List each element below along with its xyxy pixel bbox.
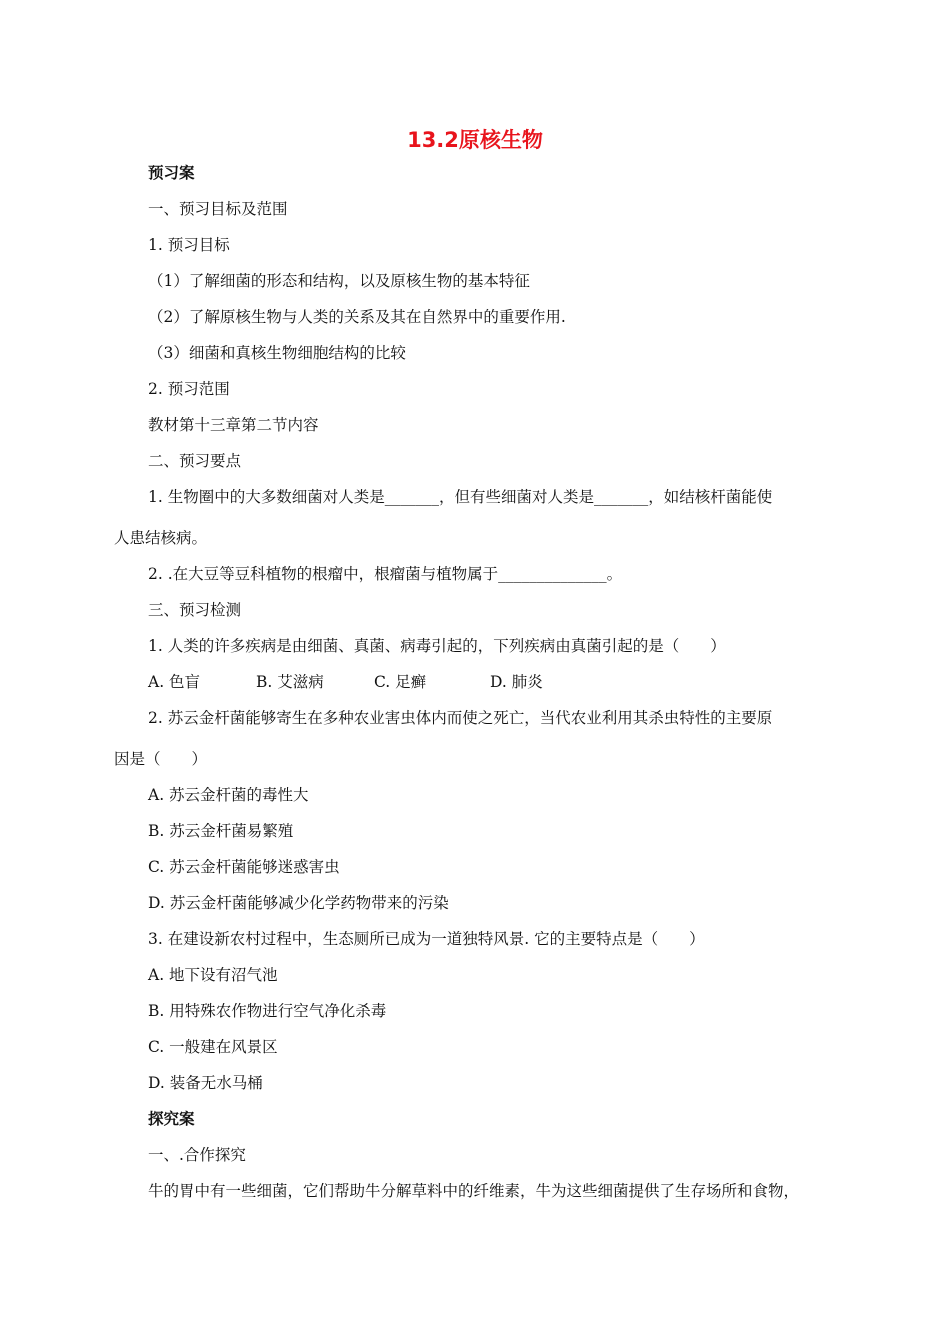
goal-item-3: （3）细菌和真核生物细胞结构的比较 (148, 344, 406, 362)
goal-item-2: （2）了解原核生物与人类的关系及其在自然界中的重要作用. (148, 308, 566, 326)
q3-option-a: A. 地下设有沼气池 (148, 966, 278, 984)
question-1-options (148, 672, 543, 692)
key-point-1-line-2: 人患结核病。 (114, 529, 208, 547)
q1-option-c: C. 足癣 (374, 673, 427, 691)
heading-key-points: 二、预习要点 (148, 452, 242, 470)
inquiry-text: 牛的胃中有一些细菌，它们帮助牛分解草料中的纤维素，牛为这些细菌提供了生存场所和食物， (148, 1182, 800, 1200)
q2-option-c: C. 苏云金杆菌能够迷惑害虫 (148, 858, 340, 876)
q1-option-a: A. 色盲 (148, 673, 201, 691)
subheading-goals: 1. 预习目标 (148, 236, 230, 254)
q1-option-d: D. 肺炎 (490, 673, 543, 691)
section-heading-preview: 预习案 (148, 164, 195, 182)
page-title: 13.2原核生物 (407, 128, 543, 152)
heading-preview-test: 三、预习检测 (148, 601, 242, 619)
section-heading-explore: 探究案 (148, 1110, 195, 1128)
question-1: 1. 人类的许多疾病是由细菌、真菌、病毒引起的，下列疾病由真菌引起的是（ ） (148, 637, 726, 655)
subheading-range: 2. 预习范围 (148, 380, 230, 398)
q2-option-d: D. 苏云金杆菌能够减少化学药物带来的污染 (148, 894, 449, 912)
q2-option-a: A. 苏云金杆菌的毒性大 (148, 786, 309, 804)
question-2-line-2: 因是（ ） (114, 750, 208, 768)
q2-option-b: B. 苏云金杆菌易繁殖 (148, 822, 294, 840)
q3-option-c: C. 一般建在风景区 (148, 1038, 278, 1056)
question-2-line-1: 2. 苏云金杆菌能够寄生在多种农业害虫体内而使之死亡，当代农业利用其杀虫特性的主要原 (148, 709, 773, 727)
range-text: 教材第十三章第二节内容 (148, 416, 319, 434)
question-3: 3. 在建设新农村过程中，生态厕所已成为一道独特风景. 它的主要特点是（ ） (148, 930, 705, 948)
q3-option-d: D. 装备无水马桶 (148, 1074, 263, 1092)
key-point-1-line-1: 1. 生物圈中的大多数细菌对人类是_______，但有些细菌对人类是_______，如结核杆菌能使 (148, 488, 773, 506)
heading-cooperative-inquiry: 一、.合作探究 (148, 1146, 246, 1164)
key-point-2: 2. .在大豆等豆科植物的根瘤中，根瘤菌与植物属于______________。 (148, 565, 623, 583)
q3-option-b: B. 用特殊农作物进行空气净化杀毒 (148, 1002, 387, 1020)
q1-option-b: B. 艾滋病 (256, 673, 324, 691)
goal-item-1: （1）了解细菌的形态和结构，以及原核生物的基本特征 (148, 272, 530, 290)
heading-preview-goals-range: 一、预习目标及范围 (148, 200, 288, 218)
